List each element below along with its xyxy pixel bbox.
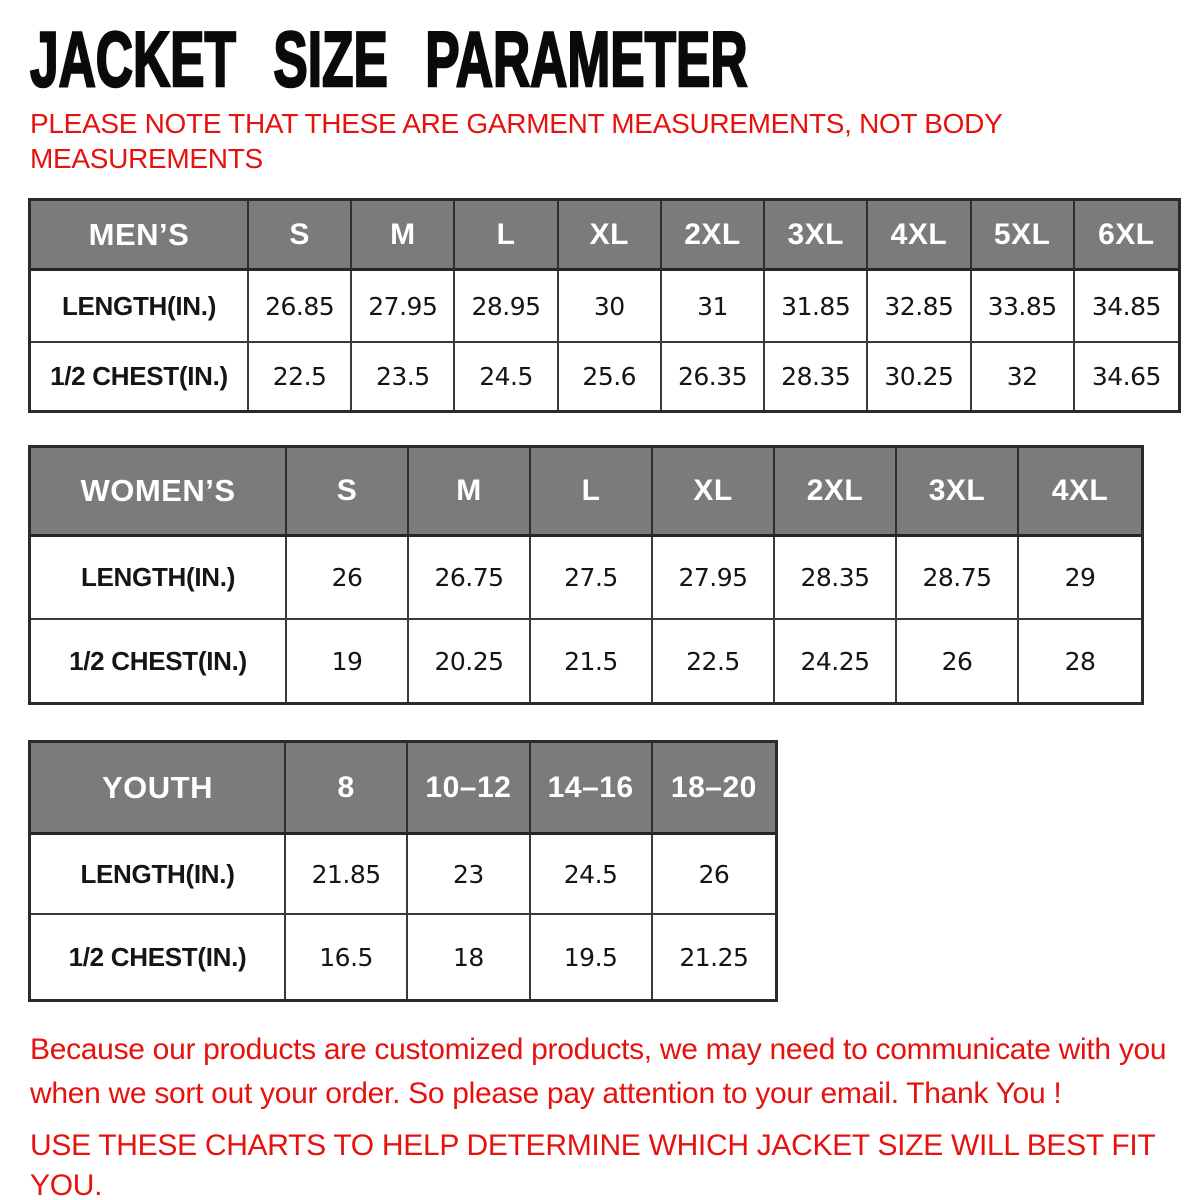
womens-size-column-header: L — [531, 448, 653, 537]
youth-size-value-cell: 16.5 — [286, 915, 408, 999]
mens-size-value-cell: 33.85 — [972, 271, 1075, 343]
womens-size-value-cell: 28 — [1064, 646, 1096, 676]
womens-size-table — [28, 445, 1144, 705]
garment-measurement-note — [30, 106, 1002, 176]
youth-size-value-cell: 21.25 — [679, 942, 749, 972]
womens-size-column-header: XL — [653, 448, 775, 537]
mens-size-column-header: 2XL — [662, 201, 765, 271]
womens-size-value-cell: 24.25 — [775, 620, 897, 702]
mens-size-column-header: M — [352, 201, 455, 271]
youth-table-title: YOUTH — [31, 743, 286, 835]
youth-size-value-cell: 23 — [408, 835, 530, 915]
mens-size-value-cell: 30.25 — [868, 343, 971, 410]
mens-size-column-header: XL — [559, 201, 662, 271]
womens-size-column-header: 3XL — [897, 448, 1019, 537]
mens-size-value-cell: 25.6 — [559, 343, 662, 410]
youth-row-label: 1/2 CHEST(IN.) — [31, 915, 286, 999]
youth-size-column-header: 14–16 — [531, 743, 653, 835]
womens-size-column-header: 4XL — [1019, 448, 1141, 537]
youth-size-value-cell: 19.5 — [531, 915, 653, 999]
youth-size-value-cell: 24.5 — [531, 835, 653, 915]
mens-row-label: LENGTH(IN.) — [31, 271, 249, 343]
mens-size-value-cell: 22.5 — [249, 343, 352, 410]
youth-size-value-cell: 21.85 — [286, 835, 408, 915]
page-title-text: JACKET SIZE PARAMETER — [30, 15, 748, 103]
mens-size-table — [28, 198, 1181, 413]
womens-size-value-cell: 26 — [287, 537, 409, 620]
mens-table-title: MEN’S — [31, 201, 249, 271]
womens-size-value-cell: 22.5 — [653, 620, 775, 702]
mens-size-column-header: 6XL — [1075, 201, 1178, 271]
womens-size-value-cell: 26.75 — [409, 537, 531, 620]
womens-size-value-cell: 29 — [1019, 537, 1141, 620]
mens-size-value-cell: 31 — [662, 271, 765, 343]
womens-size-value-cell: 21.5 — [531, 620, 653, 702]
womens-table-title: WOMEN’S — [31, 448, 287, 537]
mens-size-value-cell: 24.5 — [455, 343, 558, 410]
mens-size-column-header: 5XL — [972, 201, 1075, 271]
mens-size-value-cell: 34.65 — [1091, 362, 1161, 391]
mens-size-value-cell: 32 — [972, 343, 1075, 410]
customization-notice-line-2: when we sort out your order. So please pay attention to your email. Thank You ! — [30, 1077, 1062, 1110]
womens-row-label: LENGTH(IN.) — [31, 537, 287, 620]
mens-row-label: 1/2 CHEST(IN.) — [31, 343, 249, 410]
mens-size-value-cell: 34.85 — [1075, 271, 1178, 343]
youth-size-value-cell: 26 — [653, 835, 775, 915]
mens-size-column-header: S — [249, 201, 352, 271]
youth-size-table — [28, 740, 778, 1002]
youth-size-value-cell: 18 — [408, 915, 530, 999]
womens-size-value-cell: 19 — [287, 620, 409, 702]
mens-size-value-cell: 28.35 — [765, 343, 868, 410]
mens-size-value-cell: 27.95 — [352, 271, 455, 343]
mens-size-column-header: L — [455, 201, 558, 271]
womens-row-label: 1/2 CHEST(IN.) — [31, 620, 287, 702]
youth-size-column-header: 8 — [286, 743, 408, 835]
womens-size-value-cell: 26 — [897, 620, 1019, 702]
womens-size-value-cell: 28.75 — [897, 537, 1019, 620]
womens-size-column-header: M — [409, 448, 531, 537]
mens-size-value-cell: 30 — [559, 271, 662, 343]
customization-notice — [30, 1028, 1166, 1116]
mens-size-column-header: 3XL — [765, 201, 868, 271]
womens-size-value-cell: 27.5 — [531, 537, 653, 620]
mens-size-value-cell: 23.5 — [352, 343, 455, 410]
note-line-1: PLEASE NOTE THAT THESE ARE GARMENT MEASUREMENTS, NOT BODY — [30, 108, 1003, 139]
womens-size-value-cell: 27.95 — [653, 537, 775, 620]
youth-size-column-header: 18–20 — [653, 743, 775, 835]
mens-size-value-cell: 32.85 — [868, 271, 971, 343]
youth-row-label: LENGTH(IN.) — [31, 835, 286, 915]
womens-size-value-cell: 28.35 — [775, 537, 897, 620]
mens-size-value-cell: 26.35 — [662, 343, 765, 410]
mens-size-column-header: 4XL — [868, 201, 971, 271]
mens-size-value-cell: 31.85 — [765, 271, 868, 343]
womens-size-column-header: 2XL — [775, 448, 897, 537]
womens-size-value-cell: 20.25 — [409, 620, 531, 702]
note-line-2: MEASUREMENTS — [30, 143, 263, 174]
mens-size-value-cell: 28.95 — [455, 271, 558, 343]
page-title — [30, 15, 1117, 103]
mens-size-value-cell: 26.85 — [249, 271, 352, 343]
customization-notice-line-1: Because our products are customized products, we may need to communicate with you — [30, 1033, 1167, 1066]
usage-instruction: USE THESE CHARTS TO HELP DETERMINE WHICH JACKET SIZE WILL BEST FIT YOU. — [30, 1129, 1155, 1200]
youth-size-column-header: 10–12 — [408, 743, 530, 835]
womens-size-column-header: S — [287, 448, 409, 537]
